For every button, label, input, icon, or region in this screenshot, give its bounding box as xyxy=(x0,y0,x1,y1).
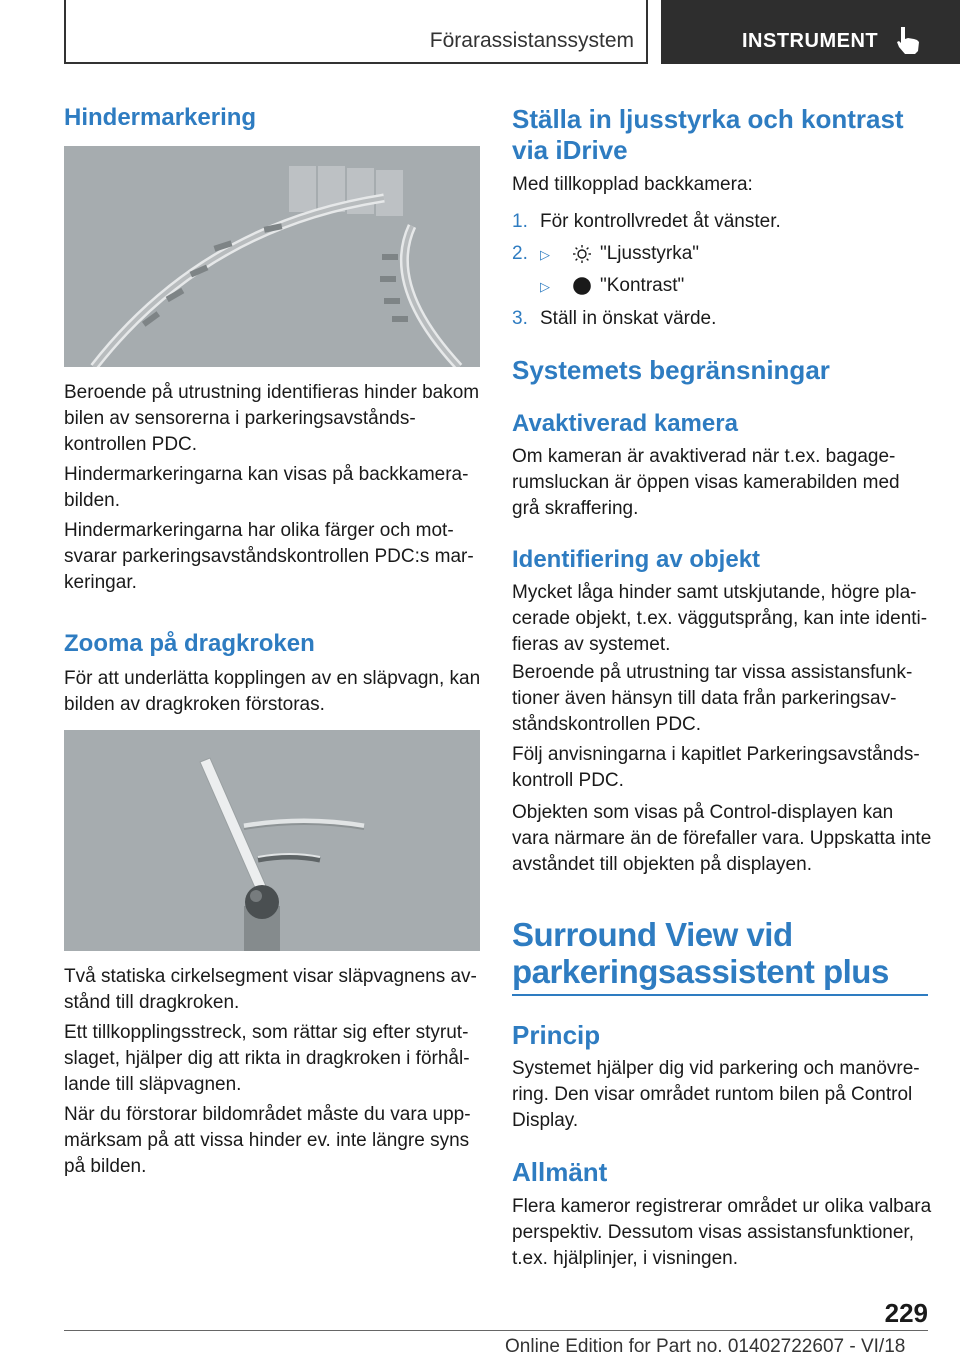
step-3 xyxy=(512,306,932,332)
page-number: 229 xyxy=(884,1298,928,1328)
heading-ljusstyrka-kontrast: Ställa in ljusstyrka och kontrast via iDrive xyxy=(512,104,904,165)
header-section-box xyxy=(64,0,648,64)
paragraph: Beroende på utrustning identifieras hinder bakom bilen av sensorerna i parkeringsavstånds-kontrollen PDC. xyxy=(64,382,480,455)
paragraph: Två statiska cirkelsegment visar släpvagnens av-stånd till dragkroken. xyxy=(64,966,477,1013)
step-text: Ställ in önskat värde. xyxy=(540,308,717,329)
chapter-title-line1: Surround View vid xyxy=(512,916,793,953)
header-section-title: Förarassistanssystem xyxy=(429,29,634,52)
heading-hindermarkering: Hindermarkering xyxy=(64,104,257,131)
heading-allmant: Allmänt xyxy=(512,1157,608,1187)
paragraph: Följ anvisningarna i kapitlet Parkeringsavstånds-kontroll PDC. xyxy=(512,744,920,791)
step-2b xyxy=(512,273,932,299)
paragraph: När du förstorar bildområdet måste du vara upp-märksam på att vissa hinder ev. inte längre syns på bilden. xyxy=(64,1104,471,1177)
pointing-hand-icon xyxy=(895,25,923,55)
paragraph: För att underlätta kopplingen av en släpvagn, kan bilden av dragkroken förstoras. xyxy=(64,668,481,715)
paragraph: Flera kameror registrerar området ur olika valbara perspektiv. Dessutom visas assistansfunktioner, t.ex. hjälplinjer, i visningen. xyxy=(512,1196,932,1269)
step-number: 3. xyxy=(512,308,528,329)
heading-avaktiverad-kamera: Avaktiverad kamera xyxy=(512,410,738,437)
header-chapter-box xyxy=(661,0,960,64)
paragraph: Hindermarkeringarna har olika färger och mot-svarar parkeringsavståndskontrollen PDC:s mar-keringar. xyxy=(64,520,474,593)
step-text: "Ljusstyrka" xyxy=(600,243,700,264)
tow-hook-illustration xyxy=(64,730,480,951)
contrast-icon xyxy=(572,276,592,296)
chapter-rule xyxy=(512,994,928,996)
heading-zooma-dragkroken: Zooma på dragkroken xyxy=(64,630,315,657)
step-1 xyxy=(512,209,932,235)
paragraph: Hindermarkeringarna kan visas på backkamera-bilden. xyxy=(64,464,469,511)
paragraph: Beroende på utrustning tar vissa assistansfunk-tioner även hänsyn till data från parkeringsav-ståndskontrollen PDC. xyxy=(512,662,913,735)
paragraph: Om kameran är avaktiverad när t.ex. bagage-rumsluckan är öppen visas kamerabilden med grå skraffering. xyxy=(512,446,900,519)
step-number: 2. xyxy=(512,243,528,264)
paragraph: Ett tillkopplingsstreck, som rättar sig efter styrut-slaget, hjälper dig att rikta in dragkroken i förhål-lande till släpvagnen. xyxy=(64,1022,470,1095)
bullet-triangle-icon: ▷ xyxy=(540,247,550,262)
heading-princip: Princip xyxy=(512,1020,601,1050)
paragraph: Med tillkopplad backkamera: xyxy=(512,174,753,195)
bullet-triangle-icon: ▷ xyxy=(540,279,550,294)
footer-edition: Online Edition for Part no. 01402722607 - VI/18 xyxy=(505,1336,906,1357)
footer-rule xyxy=(64,1330,928,1331)
step-2 xyxy=(512,241,932,267)
step-text: För kontrollvredet åt vänster. xyxy=(540,211,781,232)
figure-obstacle-markers xyxy=(64,146,480,367)
obstacle-markers-illustration xyxy=(64,146,480,367)
heading-systemets-begransningar: Systemets begränsningar xyxy=(512,355,830,385)
brightness-icon xyxy=(572,244,592,264)
paragraph: Systemet hjälper dig vid parkering och manövre-ring. Den visar området runtom bilen på Control Display. xyxy=(512,1058,920,1131)
paragraph: Mycket låga hinder samt utskjutande, högre pla-cerade objekt, t.ex. väggutsprång, kan inte identi-fieras av systemet. xyxy=(512,582,928,655)
header-chapter-title: INSTRUMENT xyxy=(742,30,879,52)
figure-tow-hook-zoom xyxy=(64,730,480,951)
chapter-title-line2: parkeringsassistent plus xyxy=(512,953,889,990)
heading-identifiering-objekt: Identifiering av objekt xyxy=(512,546,761,573)
step-text: "Kontrast" xyxy=(600,275,685,296)
paragraph: Objekten som visas på Control-displayen kan vara närmare än de förefaller vara. Uppskatta inte avståndet till objekten på displayen. xyxy=(512,802,932,875)
step-number: 1. xyxy=(512,211,528,232)
